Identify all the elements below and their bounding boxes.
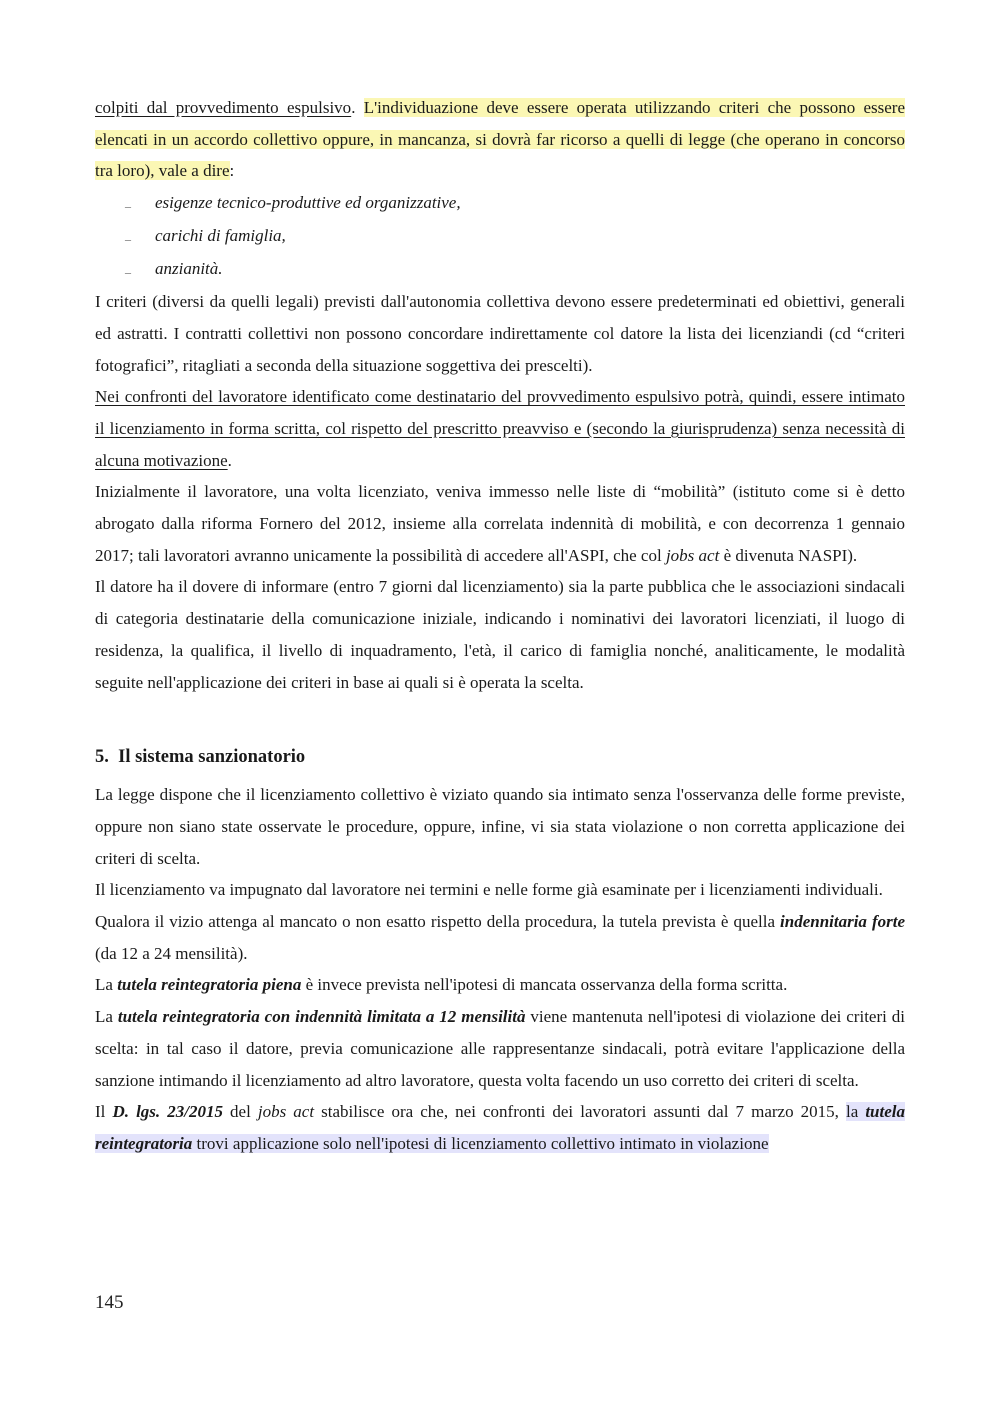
underlined-text: colpiti dal provvedimento espulsivo [95,98,352,117]
paragraph-limited-reinstatement: La tutela reintegratoria con indennità limitata a 12 mensilità viene mantenuta nell'ipotesi di violazione dei criteri di scelta: in tal caso il datore, previa comunicazione alle rappresentanze sindacali, potrà evitare l'applicazione della sanzione intimando il licenziamento ad altro lavoratore, questa volta facendo un uso corretto dei criteri di scelta. [95,1007,905,1090]
paragraph-collective-criteria: I criteri (diversi da quelli legali) previsti dall'autonomia collettiva devono essere predeterminati ed obiettivi, generali ed astratti. I contratti collettivi non possono concordare indirettamente col datore la lista dei licenziandi (cd “criteri fotografici”, ritagliati a seconda della situazione soggettiva dei prescelti). [95,292,905,375]
underlined-text: Nei confronti del lavoratore identificato come destinatario del provvedimento espulsivo potrà, quindi, essere intimato il licenziamento in forma scritta, col rispetto del prescritto preavviso e (secondo la giurisprudenza) senza necessità di alcuna motivazione [95,387,905,470]
list-item: _ anzianità. [95,253,905,286]
section-number: 5. [95,747,109,768]
bullet-dash: _ [125,261,131,276]
bullet-dash: _ [125,228,131,243]
paragraph-flaws: La legge dispone che il licenziamento collettivo è viziato quando sia intimato senza l'osservanza delle forme previste, oppure non siano state osservate le procedure, oppure, infine, vi sia stata violazione o non corretta applicazione dei criteri di scelta. [95,785,905,868]
list-item: _ carichi di famiglia, [95,220,905,253]
paragraph-dlgs-2015: Il D. lgs. 23/2015 del jobs act stabilisce ora che, nei confronti dei lavoratori assunti dal 7 marzo 2015, la tutela reintegratoria trovi applicazione solo nell'ipotesi di licenziamento collettivo intimato in violazione [95,1102,905,1153]
paragraph-indemnity: Qualora il vizio attenga al mancato o non esatto rispetto della procedura, la tutela prevista è quella indennitaria forte (da 12 a 24 mensilità). [95,912,905,963]
document-page [95,92,905,1160]
criteria-list [95,187,905,286]
paragraph-information-duty: Il datore ha il dovere di informare (entro 7 giorni dal licenziamento) sia la parte pubblica che le associazioni sindacali di categoria destinatarie della comunicazione iniziale, indicando i nominativi dei lavoratori licenziati, il luogo di residenza, la qualifica, il livello di inquadramento, l'età, il carico di famiglia nonché, analiticamente, le modalità seguite nell'applicazione dei criteri in base ai quali si è operata la scelta. [95,577,905,692]
page-number: 145 [95,1292,124,1313]
paragraph-full-reinstatement: La tutela reintegratoria piena è invece prevista nell'ipotesi di mancata osservanza della forma scritta. [95,975,788,995]
paragraph-challenge: Il licenziamento va impugnato dal lavoratore nei termini e nelle forme già esaminate per i licenziamenti individuali. [95,880,883,900]
paragraph-notice: Nei confronti del lavoratore identificato come destinatario del provvedimento espulsivo potrà, quindi, essere intimato il licenziamento in forma scritta, col rispetto del prescritto preavviso e (secondo la giurisprudenza) senza necessità di alcuna motivazione. [95,387,905,470]
bullet-dash: _ [125,195,131,210]
highlighted-text: L'individuazione deve essere operata utilizzando criteri che possono essere elencati in un accordo collettivo oppure, in mancanza, si dovrà far ricorso a quelli di legge (che operano in concorso tra loro), vale a dire [95,98,905,181]
section-heading [95,743,905,771]
list-item: _ esigenze tecnico-produttive ed organizzative, [95,187,905,220]
paragraph-mobility: Inizialmente il lavoratore, una volta licenziato, veniva immesso nelle liste di “mobilità” (istituto come si è detto abrogato dalla riforma Fornero del 2012, insieme alla correlata indennità di mobilità, e con decorrenza 1 gennaio 2017; tali lavoratori avranno unicamente la possibilità di accedere all'ASPI, che col jobs act è divenuta NASPI). [95,482,905,565]
highlighted-text: la tutela reintegratoria trovi applicazione solo nell'ipotesi di licenziamento collettivo intimato in violazione [95,1102,905,1153]
section-title: Il sistema sanzionatorio [118,747,306,768]
paragraph-criteria-intro: colpiti dal provvedimento espulsivo. L'individuazione deve essere operata utilizzando criteri che possono essere elencati in un accordo collettivo oppure, in mancanza, si dovrà far ricorso a quelli di legge (che operano in concorso tra loro), vale a dire: [95,98,905,181]
